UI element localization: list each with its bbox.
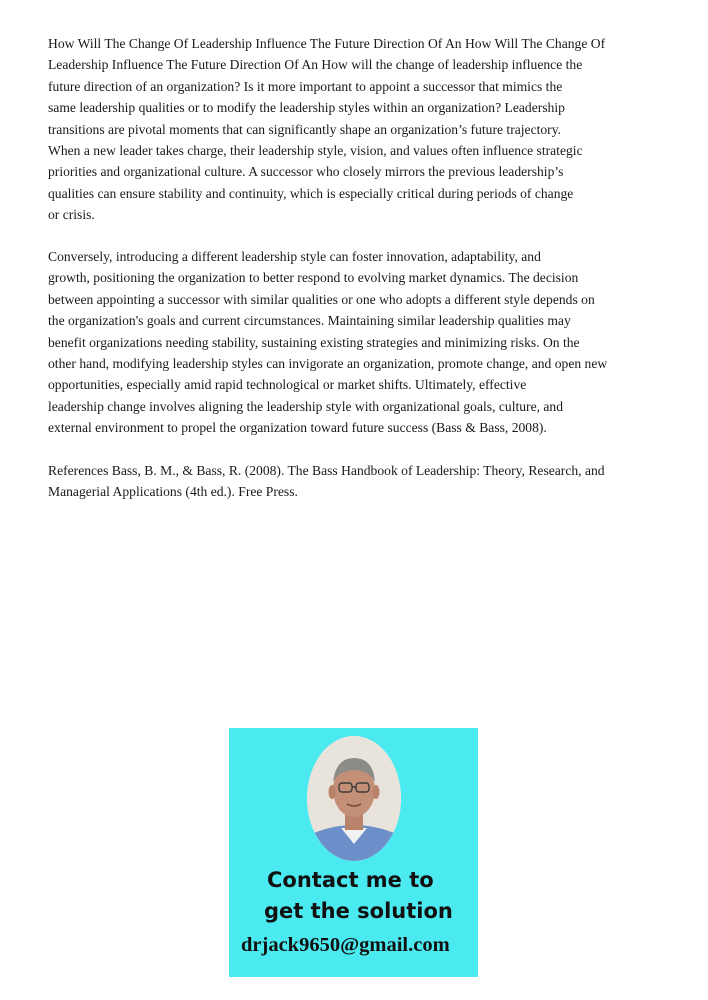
text-line: future direction of an organization? Is it more important to appoint a successor that mimics the <box>48 78 563 94</box>
text-line: the organization's goals and current circumstances. Maintaining similar leadership qualities may <box>48 313 571 329</box>
paragraph-intro <box>48 33 648 226</box>
contact-email[interactable]: drjack9650@gmail.com <box>241 934 450 956</box>
text-line: Conversely, introducing a different leadership style can foster innovation, adaptability, and <box>48 249 541 264</box>
text-line: transitions are pivotal moments that can significantly shape an organization’s future trajectory. <box>48 121 562 137</box>
text-line: opportunities, especially amid rapid technological or market shifts. Ultimately, effective <box>48 377 527 393</box>
text-line: Managerial Applications (4th ed.). Free Press. <box>48 484 298 500</box>
text-line: growth, positioning the organization to better respond to evolving market dynamics. The decision <box>48 270 579 286</box>
contact-promo-banner[interactable] <box>229 728 478 977</box>
promo-heading-line-1: Contact me to <box>267 868 434 892</box>
text-line: external environment to propel the organization toward future success (Bass & Bass, 2008). <box>48 420 547 436</box>
paragraph-references <box>48 460 648 503</box>
text-line: priorities and organizational culture. A successor who closely mirrors the previous leadership’s <box>48 164 564 180</box>
man-portrait-photo <box>307 736 401 861</box>
text-line: benefit organizations needing stability, sustaining existing strategies and minimizing risks. On the <box>48 334 580 350</box>
text-line: same leadership qualities or to modify the leadership styles within an organization? Leadership <box>48 100 565 116</box>
text-line: between appointing a successor with similar qualities or one who adopts a different style depends on <box>48 291 595 307</box>
text-line: qualities can ensure stability and continuity, which is especially critical during periods of change <box>48 185 574 201</box>
paragraph-body <box>48 246 648 439</box>
text-line: When a new leader takes charge, their leadership style, vision, and values often influence strategic <box>48 143 583 159</box>
text-line: How Will The Change Of Leadership Influence The Future Direction Of An How Will The Change Of <box>48 36 606 51</box>
portrait-icon <box>307 736 401 861</box>
text-line: Leadership Influence The Future Direction Of An How will the change of leadership influence the <box>48 57 583 73</box>
promo-heading-line-2: get the solution <box>264 899 453 923</box>
text-line: References Bass, B. M., & Bass, R. (2008). The Bass Handbook of Leadership: Theory, Research, and <box>48 463 605 478</box>
text-line: leadership change involves aligning the leadership style with organizational goals, culture, and <box>48 398 564 414</box>
text-line: other hand, modifying leadership styles can invigorate an organization, promote change, and open new <box>48 356 608 372</box>
text-line: or crisis. <box>48 207 95 223</box>
